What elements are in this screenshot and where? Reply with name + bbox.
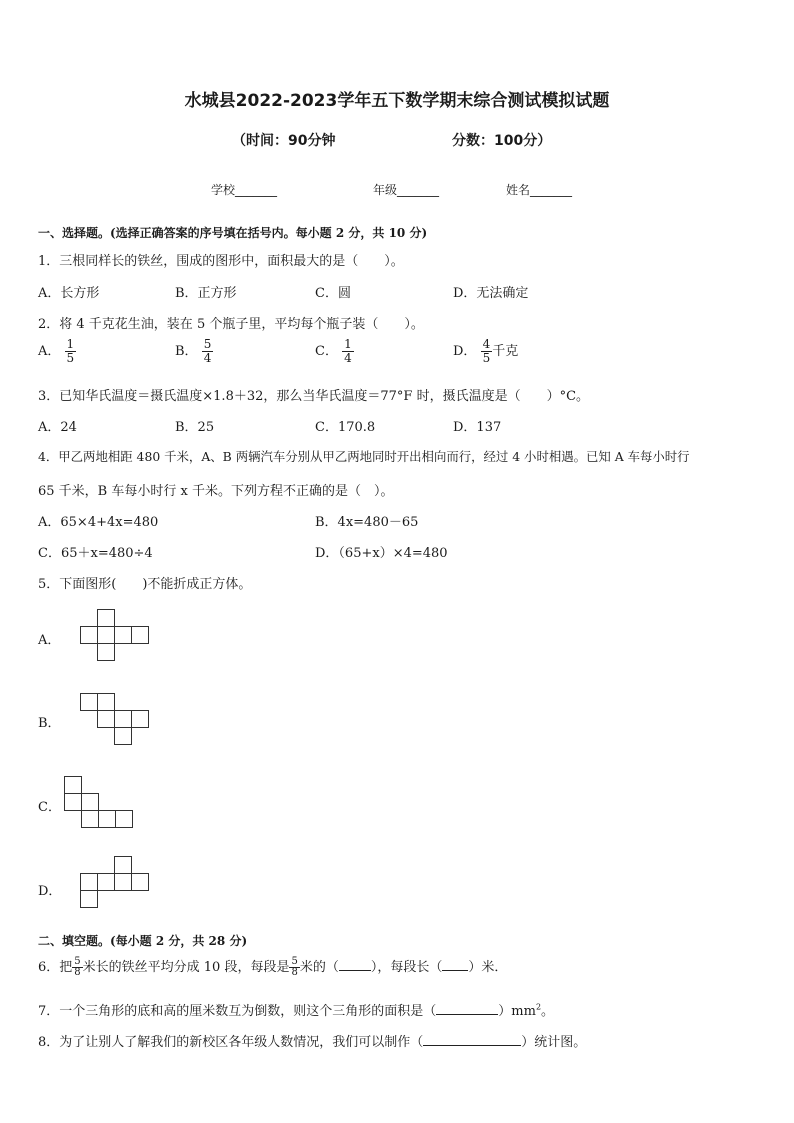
net-cell	[131, 873, 149, 891]
q6-fraction-2	[289, 957, 299, 978]
q2-option-d-unit: 千克	[492, 344, 519, 359]
q6-answer-blank-1[interactable]	[339, 959, 371, 971]
q2-option-c	[315, 338, 354, 365]
q4-option-b: B．4x=480－65	[315, 515, 419, 530]
q8-answer-blank[interactable]	[423, 1034, 521, 1046]
q4-stem-line1: 4．甲乙两地相距 480 千米，A、B 两辆汽车分别从甲乙两地同时开出相向而行，经过 4 小时相遇。已知 A 车每小时行	[38, 449, 690, 464]
q6-text-5: ）米．	[468, 960, 508, 975]
q2-option-c-label: C．	[315, 344, 338, 359]
net-cell	[81, 810, 99, 828]
grade-field: 年级_______	[373, 183, 440, 197]
q1-option-a: A．长方形	[38, 286, 100, 301]
q6-answer-blank-2[interactable]	[442, 959, 468, 971]
q6-text-4: ），每段长（	[370, 960, 443, 975]
net-cell	[81, 793, 99, 811]
section2-heading: 二、填空题。(每小题 2 分，共 28 分)	[38, 934, 248, 948]
q3-option-b: B．25	[175, 420, 215, 435]
q1-option-c: C．圆	[315, 286, 351, 301]
net-cell	[80, 873, 98, 891]
fraction-numerator: 4	[482, 337, 491, 351]
net-cell	[97, 643, 115, 661]
net-cell	[97, 626, 115, 644]
q1-option-b: B．正方形	[175, 286, 237, 301]
q2-option-d-fraction	[481, 338, 493, 365]
q6-text-2: 米长的铁丝平均分成 10 段，每段是	[82, 960, 290, 975]
q1-stem: 1．三根同样长的铁丝，围成的图形中，面积最大的是（ ）。	[38, 254, 404, 269]
q2-option-b-label: B．	[175, 344, 198, 359]
q2-option-b	[175, 338, 213, 365]
q7-text-2: ）mm	[498, 1004, 536, 1019]
net-cell	[131, 626, 149, 644]
fraction-denominator: 5	[482, 351, 491, 365]
fraction-numerator: 5	[203, 337, 212, 351]
q5-stem: 5．下面图形( )不能折成正方体。	[38, 577, 252, 592]
q7-text-3: 。	[541, 1004, 555, 1019]
exam-score: 分数：100分）	[452, 133, 552, 149]
net-cell	[97, 693, 115, 711]
net-cell	[64, 776, 82, 794]
q7-stem	[38, 1000, 554, 1019]
net-cell	[114, 856, 132, 874]
fraction-numerator: 1	[344, 337, 352, 351]
net-cell	[131, 710, 149, 728]
q5-option-d-label: D．	[38, 884, 62, 899]
q4-option-a: A．65×4+4x=480	[38, 515, 159, 530]
q5-option-b-label: B．	[38, 716, 61, 731]
q3-stem: 3．已知华氏温度＝摄氏温度×1.8＋32，那么当华氏温度＝77°F 时，摄氏温度是（ ）°C。	[38, 389, 590, 404]
q5-option-a-label: A．	[38, 633, 61, 648]
q2-option-a	[38, 338, 76, 365]
name-field: 姓名_______	[506, 183, 573, 197]
school-field: 学校_______	[211, 183, 278, 197]
fraction-numerator: 1	[66, 337, 75, 351]
q3-option-d: D．137	[453, 420, 502, 435]
net-cell	[114, 873, 132, 891]
section1-heading: 一、选择题。(选择正确答案的序号填在括号内。每小题 2 分，共 10 分)	[38, 226, 428, 240]
fraction-denominator: 5	[66, 351, 75, 365]
q7-answer-blank[interactable]	[436, 1003, 498, 1015]
q7-text-1: 7．一个三角形的底和高的厘米数互为倒数，则这个三角形的面积是（	[38, 1004, 437, 1019]
q5-option-c-label: C．	[38, 800, 61, 815]
q2-option-c-fraction	[342, 338, 354, 365]
q6-stem	[38, 956, 507, 978]
q2-option-a-fraction	[65, 338, 77, 365]
q2-option-d	[453, 338, 518, 365]
q3-option-a: A．24	[38, 420, 77, 435]
net-cell	[114, 710, 132, 728]
net-cell	[98, 810, 116, 828]
net-cell	[114, 727, 132, 745]
page-title: 水城县2022-2023学年五下数学期末综合测试模拟试题	[184, 91, 610, 111]
net-cell	[97, 873, 115, 891]
q2-stem: 2．将 4 千克花生油，装在 5 个瓶子里，平均每个瓶子装（ ）。	[38, 317, 424, 332]
q4-option-d: D．（65+x）×4=480	[315, 546, 448, 561]
net-cell	[80, 626, 98, 644]
fraction-denominator: 8	[74, 967, 81, 978]
q6-text-1: 6．把	[38, 960, 73, 975]
net-cell	[97, 609, 115, 627]
q6-text-3: 米的（	[299, 960, 339, 975]
fraction-denominator: 4	[203, 351, 212, 365]
q7-superscript: 2	[535, 1002, 542, 1012]
fraction-numerator: 5	[291, 956, 298, 967]
q8-stem	[38, 1031, 586, 1050]
fraction-numerator: 5	[74, 956, 81, 967]
q1-option-d: D．无法确定	[453, 286, 529, 301]
q8-text-1: 8．为了让别人了解我们的新校区各年级人数情况，我们可以制作（	[38, 1035, 424, 1050]
q2-option-d-label: D．	[453, 344, 477, 359]
net-cell	[97, 710, 115, 728]
q2-option-a-label: A．	[38, 344, 61, 359]
net-cell	[80, 693, 98, 711]
net-cell	[114, 626, 132, 644]
net-cell	[64, 793, 82, 811]
net-cell	[80, 890, 98, 908]
fraction-denominator: 8	[291, 967, 298, 978]
q4-option-c: C．65＋x=480÷4	[38, 546, 153, 561]
net-cell	[115, 810, 133, 828]
q8-text-2: ）统计图。	[521, 1035, 587, 1050]
exam-time: （时间：90分钟	[232, 133, 336, 149]
q2-option-b-fraction	[202, 338, 214, 365]
q4-stem-line2: 65 千米，B 车每小时行 x 千米。下列方程不正确的是（ ）。	[38, 484, 394, 499]
q6-fraction-1	[72, 957, 82, 978]
q3-option-c: C．170.8	[315, 420, 376, 435]
fraction-denominator: 4	[344, 351, 352, 365]
